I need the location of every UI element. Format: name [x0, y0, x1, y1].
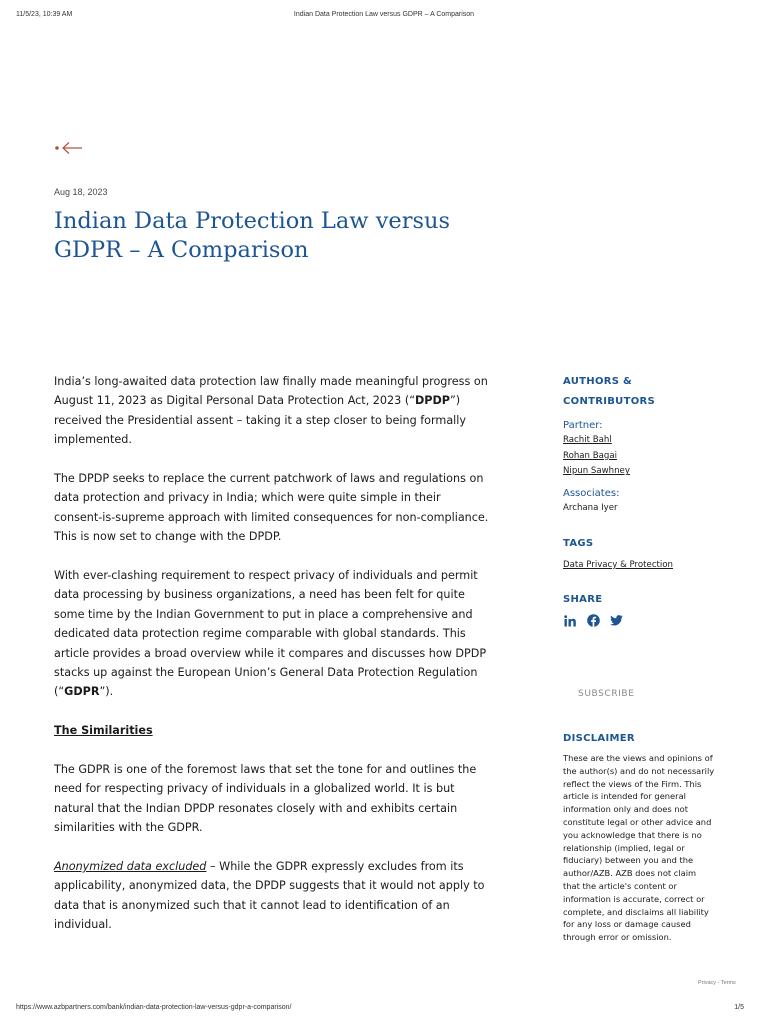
bold-term: DPDP: [415, 394, 450, 408]
partner-label: Partner:: [563, 420, 603, 431]
disclaimer-heading: DISCLAIMER: [563, 733, 635, 744]
share-icons: [563, 614, 713, 628]
linkedin-icon[interactable]: [563, 614, 577, 628]
article-body: [54, 372, 490, 954]
share-heading: SHARE: [563, 594, 603, 606]
print-timestamp: 11/5/23, 10:39 AM: [16, 11, 73, 18]
sidebar: [563, 372, 713, 628]
article-paragraph: The DPDP seeks to replace the current patchwork of laws and regulations on data protection and privacy in India; which were quite simple in their consent-is-supreme approach with limited consequences for non-compliance. This is now set to change with the DPDP.: [54, 472, 489, 544]
bold-term: GDPR: [64, 685, 100, 699]
author-link[interactable]: Nipun Sawhney: [563, 466, 630, 477]
article-paragraph: [54, 566, 490, 702]
tags-heading: TAGS: [563, 538, 594, 550]
text-run: India’s long-awaited data protection law finally made meaningful progress on August 11, 2023 as Digital Personal Data Protection Act, 2023 (“: [54, 375, 488, 408]
author-link[interactable]: Rohan Bagai: [563, 450, 618, 461]
article-date: Aug 18, 2023: [54, 187, 108, 197]
article-paragraph: [54, 857, 490, 935]
text-run: ”).: [99, 685, 114, 699]
print-page-number: 1/5: [734, 1004, 744, 1011]
subscribe-button[interactable]: SUBSCRIBE: [578, 689, 635, 699]
print-url: https://www.azbpartners.com/bank/indian-data-protection-law-versus-gdpr-a-comparison/: [16, 1004, 292, 1011]
text-run: – While the GDPR expressly excludes from its applicability, anonymized data, the DPDP suggests that it would not apply to data that is anonymized such that it cannot lead to identification of an individual.: [54, 860, 485, 932]
section-heading-similarities: The Similarities: [54, 724, 153, 738]
back-button[interactable]: [54, 138, 88, 158]
twitter-icon[interactable]: [609, 614, 623, 628]
tag-link[interactable]: Data Privacy & Protection: [563, 559, 674, 570]
anonymized-data-link[interactable]: Anonymized data excluded: [54, 860, 207, 874]
associate-name: Archana Iyer: [563, 502, 618, 513]
recaptcha-terms[interactable]: Privacy - Terms: [698, 980, 736, 986]
associates-label: Associates:: [563, 487, 620, 499]
article-paragraph: The GDPR is one of the foremost laws that set the tone for and outlines the need for respecting privacy of individuals in a globalized world. It is but natural that the Indian DPDP resonates closely with and exhibits certain similarities with the GDPR.: [54, 763, 477, 835]
facebook-icon[interactable]: [586, 614, 600, 628]
page-title: Indian Data Protection Law versus GDPR – A Comparison: [54, 208, 451, 263]
text-run: With ever-clashing requirement to respect privacy of individuals and permit data processing by business organizations, a need has been felt for quite some time by the Indian Government to put in place a comprehensive and dedicated data protection regime comparable with global standards. This article provides a broad overview while it compares and discusses how DPDP stacks up against the European Union’s General Data Protection Regulation (“: [54, 569, 487, 699]
article-paragraph: [54, 372, 490, 450]
disclaimer-text: These are the views and opinions of the author(s) and do not necessarily reflect the views of the Firm. This article is intended for general information only and does not constitute legal or other advice and you acknowledge that there is no relationship (implied, legal or fiduciary) between you and the author/AZB. AZB does not claim that the article's content or information is accurate, correct or complete, and disclaims all liability for any loss or damage caused through error or omission.: [563, 753, 715, 943]
back-arrow-icon: [54, 141, 84, 155]
print-page-title: Indian Data Protection Law versus GDPR – A Comparison: [293, 11, 475, 18]
authors-heading: AUTHORS & CONTRIBUTORS: [563, 376, 656, 407]
text-run: ”) received the Presidential assent – taking it a step closer to being formally implemented.: [54, 394, 467, 447]
author-link[interactable]: Rachit Bahl: [563, 435, 612, 445]
